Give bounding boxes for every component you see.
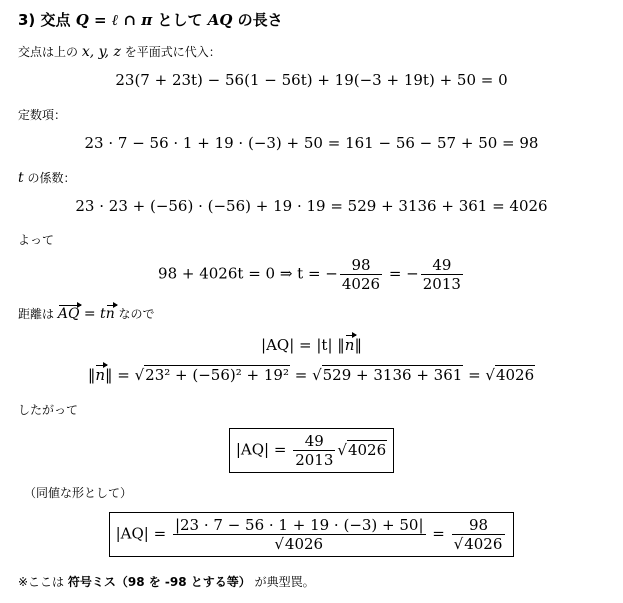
result-2-left: |AQ| =	[115, 524, 171, 543]
therefore-label: よって	[18, 233, 55, 247]
frac2-denominator: 2013	[422, 275, 461, 293]
constant-term-label: 定数項：	[18, 108, 67, 122]
eq-abs-n: n	[344, 336, 355, 354]
result-1-sqrt: √4026	[337, 440, 387, 459]
result-2-numerator-2: 98	[452, 516, 506, 535]
result-2-eq: =	[427, 524, 450, 543]
heading-mid: として	[152, 11, 208, 29]
result-1-radicand: 4026	[347, 440, 387, 459]
section-heading	[18, 9, 283, 30]
result-1-left: |AQ| =	[235, 440, 292, 459]
sqrt-2-radicand: 529 + 3136 + 361	[322, 366, 463, 384]
frac2-numerator: 49	[421, 256, 463, 275]
result-1-box	[229, 428, 394, 473]
result-2-box	[109, 512, 515, 557]
fraction-98-4026	[340, 256, 382, 293]
eq-norm-left: ‖	[87, 366, 96, 384]
note-bold: 符号ミス（98 を -98 とする等）	[67, 575, 251, 589]
eq-norm-eq2: =	[289, 366, 313, 384]
result-2-numerator: |23 · 7 − 56 · 1 + 19 · (−3) + 50|	[174, 516, 424, 534]
equation-constant-term: 23 · 7 − 56 · 1 + 19 · (−3) + 50 = 161 − 56 − 57 + 50 = 98	[84, 134, 539, 152]
frac1-numerator: 98	[340, 256, 382, 275]
vector-aq: AQ	[57, 306, 80, 322]
distance-eq: = t	[79, 306, 106, 322]
hence-label: したがって	[18, 403, 79, 417]
result-2-den2-radicand: 4026	[464, 535, 503, 553]
frac1-denominator: 4026	[341, 275, 381, 293]
sqrt-1-radicand: 23² + (−56)² + 19²	[145, 366, 289, 384]
equation-norm	[0, 366, 623, 384]
sqrt-3: √4026	[485, 366, 535, 384]
equation-abs	[0, 336, 623, 354]
result-2-denominator	[173, 535, 426, 553]
eq-t-mid: = −	[384, 264, 419, 283]
vector-n: n	[105, 306, 115, 322]
result-2-den-radicand: 4026	[284, 535, 324, 553]
equivalent-label: （同値な形として）	[24, 486, 133, 500]
note-prefix: ※ここは	[18, 575, 68, 589]
distance-label	[18, 305, 155, 322]
result-1	[0, 428, 623, 473]
sqrt-2: √529 + 3136 + 361	[312, 366, 463, 384]
heading-aq: AQ	[207, 11, 233, 29]
result-2-den2-sqrt: √4026	[453, 535, 503, 553]
intro-prefix: 交点は上の	[18, 45, 82, 59]
heading-suffix: の長さ	[232, 11, 283, 29]
coefficient-var: t	[18, 170, 24, 186]
heading-formula: Q = ℓ ∩ π	[75, 11, 153, 29]
sqrt-3-radicand: 4026	[495, 366, 535, 384]
sqrt-1: √23² + (−56)² + 19²	[134, 366, 289, 384]
intro-text	[18, 43, 221, 60]
result-1-fraction	[293, 432, 335, 469]
result-1-numerator: 49	[293, 432, 335, 451]
result-2	[0, 512, 623, 557]
distance-suffix: なので	[114, 307, 155, 321]
intro-vars: x, y, z	[81, 44, 121, 60]
result-2-denominator-2	[452, 535, 506, 553]
result-2-fraction-2	[452, 516, 506, 553]
result-2-den-sqrt: √4026	[274, 535, 324, 553]
eq-abs-left: |AQ| = |t| ‖	[261, 336, 345, 354]
eq-t-left: 98 + 4026t = 0 ⇒ t = −	[158, 264, 338, 283]
result-1-denominator: 2013	[295, 451, 334, 469]
intro-suffix: を平面式に代入：	[120, 45, 221, 59]
fraction-49-2013	[421, 256, 463, 293]
coefficient-label	[18, 169, 75, 186]
note-text	[18, 573, 315, 590]
eq-norm-eq3: =	[463, 366, 486, 384]
distance-prefix: 距離は	[18, 307, 58, 321]
equation-t	[0, 256, 623, 293]
heading-prefix: 3) 交点	[18, 11, 76, 29]
coefficient-suffix: の係数：	[23, 171, 76, 185]
result-2-fraction	[173, 516, 426, 553]
eq-norm-mid: ‖ =	[105, 366, 135, 384]
equation-coefficient: 23 · 23 + (−56) · (−56) + 19 · 19 = 529 + 3136 + 361 = 4026	[75, 197, 548, 215]
eq-norm-n: n	[95, 366, 105, 384]
eq-abs-right: ‖	[354, 336, 362, 354]
equation-substitution: 23(7 + 23t) − 56(1 − 56t) + 19(−3 + 19t) + 50 = 0	[115, 71, 508, 89]
note-suffix: が典型罠。	[250, 575, 315, 589]
